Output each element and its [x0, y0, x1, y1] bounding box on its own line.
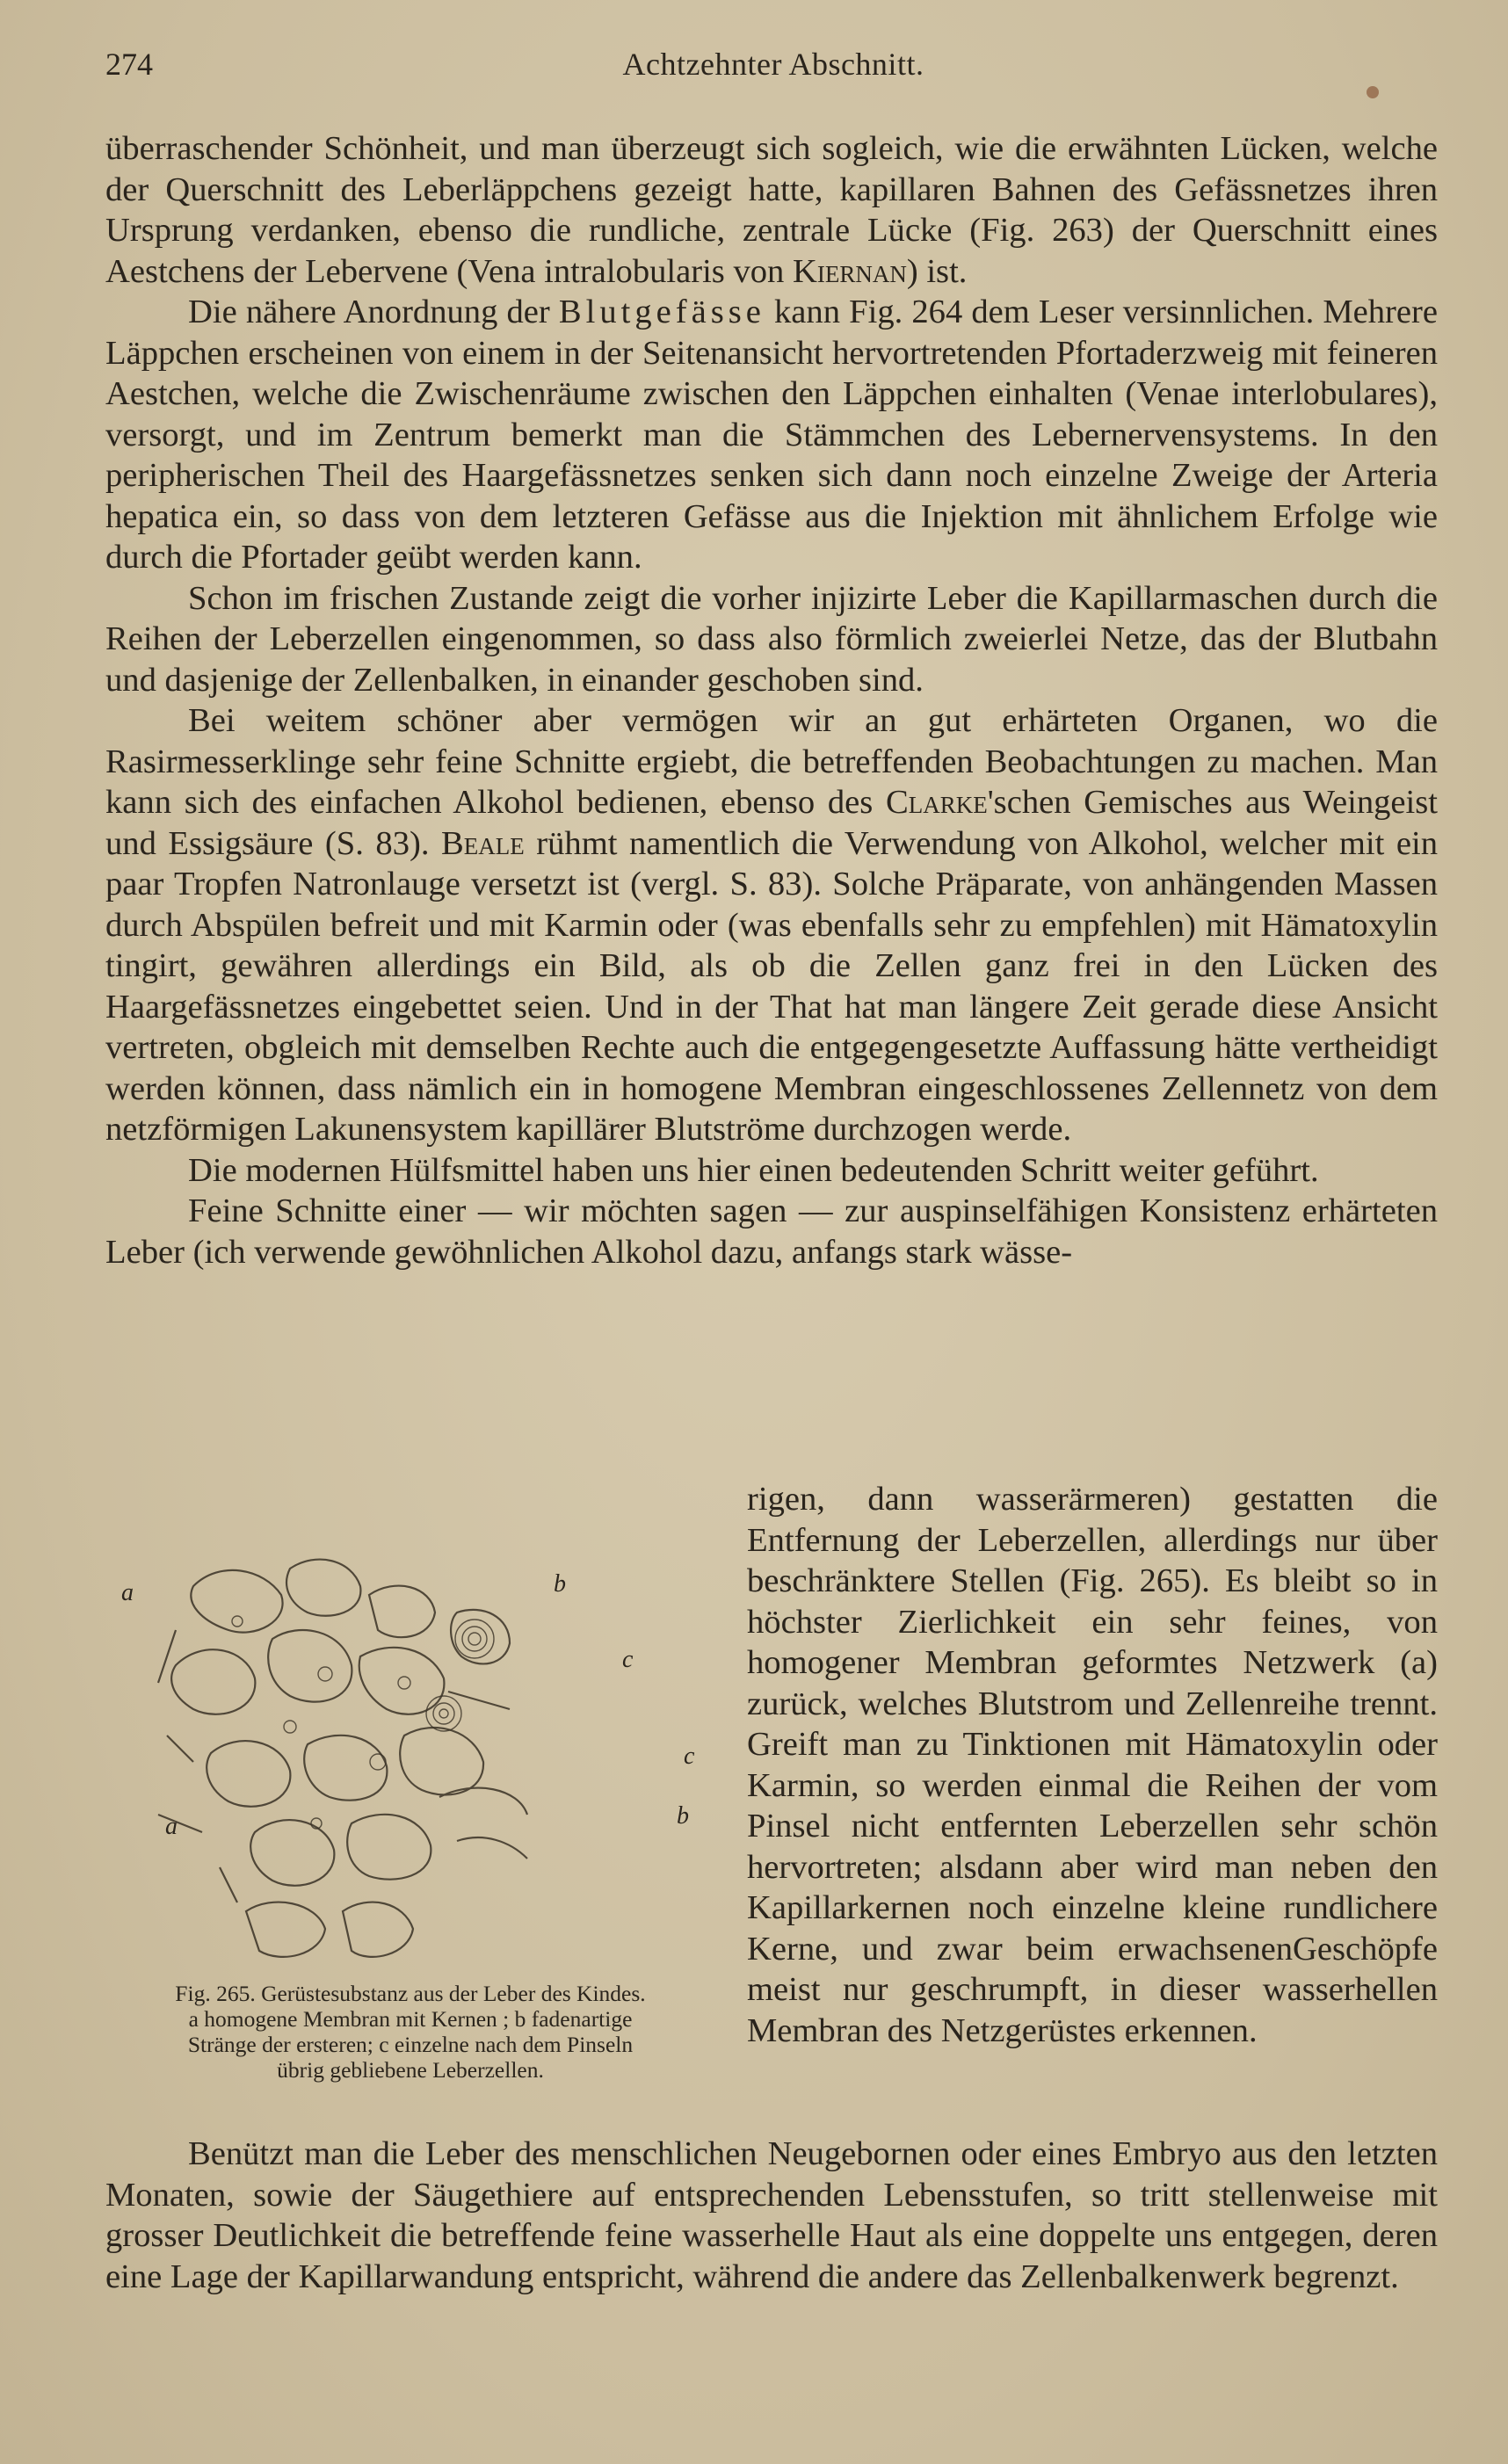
figure-label-c-right: c [684, 1743, 695, 1770]
paragraph-5: Die modernen Hülfsmittel haben uns hier einen bedeutenden Schritt weiter geführt. [188, 1151, 1319, 1189]
paragraph-6-continued: rigen, dann wasserärmeren) gestatten die Entfernung der Leberzellen, allerdings nur über beschränktere Stellen (Fig. 265). Es bleibt so in höchster Zierlichkeit ein sehr feines, von homogener Membran geformtes Netzwerk (a) zurück, welches Blutstrom und Zellenreihe trennt. Greift man zu Tinktionen mit Hämatoxylin oder Karmin, so werden einmal die Reihen der vom Pinsel nicht entfernten Leberzellen sehr schön hervortreten; alsdann aber wird man neben den Kapillarkernen noch einzelne kleine rundlichere Kerne, und zwar beim erwachsenenGeschöpfe meist nur geschrumpft, in dieser wasserhellen Membran des Netzgerüstes erkennen. [747, 1481, 1438, 2049]
author-kiernan: Kiernan [792, 252, 907, 290]
figure-caption: Fig. 265. Gerüstesubstanz aus der Leber des Kindes. a homogene Membran mit Kernen ; b fadenartige Stränge der ersteren; c einzelne nach dem Pinseln übrig gebliebene Leberzellen. [175, 1981, 646, 2083]
text-block-upper [105, 128, 1438, 1272]
figure-label-a-top: a [121, 1579, 134, 1606]
paragraph-2: Die nähere Anordnung der Blutgefässe kann Fig. 264 dem Leser versinnlichen. Mehrere Läppchen erscheinen von einem in der Seitenansicht hervortretenden Pfortaderzweig mit feineren Aestchen, welche die Zwischenräume zwischen den Läppchen einhalten (Venae interlobulares), versorgt, und im Zentrum bemerkt man die Stämmchen des Lebernervensystems. In den peripherischen Theil des Haargefässnetzes senken sich dann noch einzelne Zweige der Arteria hepatica ein, so dass von dem letzteren Gefässe aus die Injektion mit ähnlichem Erfolge wie durch die Pfortader geübt werden kann. [105, 294, 1438, 576]
paragraph-6-start: Feine Schnitte einer — wir möchten sagen — zur auspinselfähigen Konsistenz erhärteten Leber (ich verwende gewöhnlichen Alkohol dazu, anfangs stark wässe- [105, 1192, 1438, 1271]
page-number: 274 [105, 47, 153, 82]
text-beside-figure [747, 1479, 1438, 2051]
paragraph-1: überraschender Schönheit, und man überzeugt sich sogleich, wie die erwähnten Lücken, welche der Querschnitt des Leberläppchens gezeigt hatte, kapillaren Bahnen des Gefässnetzes ihren Ursprung verdanken, ebenso die rundliche, zentrale Lücke (Fig. 263) der Querschnitt eines Aestchens der Lebervene (Vena intralobularis von Kiernan) ist. [105, 130, 1438, 290]
paragraph-4: Bei weitem schöner aber vermögen wir an gut erhärteten Organen, wo die Rasirmesserklinge sehr feine Schnitte ergiebt, die betreffenden Beobachtungen zu machen. Man kann sich des einfachen Alkohol bedienen, ebenso des Clarke'schen Gemisches aus Weingeist und Essigsäure (S. 83). Beale rühmt namentlich die Verwendung von Alkohol, welcher mit ein paar Tropfen Natronlauge versetzt ist (vergl. S. 83). Solche Präparate, von anhängenden Massen durch Abspülen befreit und mit Karmin oder (was ebenfalls sehr zu empfehlen) mit Hämatoxylin tingirt, gewähren allerdings ein Bild, als ob die Zellen ganz frei in den Lücken des Haargefässnetzes eingebettet seien. Und in der That hat man längere Zeit gerade diese Ansicht vertreten, obgleich mit demselben Rechte auch die entgegengesetzte Auffassung hätte vertheidigt werden können, dass nämlich ein in homogene Membran eingeschlossenes Zellennetz von dem netzförmigen Lakunensystem kapillärer Blutströme durchzogen werde. [105, 702, 1438, 1148]
figure-label-c-top: c [622, 1646, 634, 1673]
paragraph-3: Schon im frischen Zustande zeigt die vorher injizirte Leber die Kapillarmaschen durch die Reihen der Leberzellen eingenommen, so dass also förmlich zweierlei Netze, das der Blutbahn und dasjenige der Zellenbalken, in einander geschoben sind. [105, 579, 1438, 699]
figure-label-b-top: b [554, 1570, 566, 1598]
text-block-lower [105, 2134, 1438, 2297]
running-head: Achtzehnter Abschnitt. [622, 47, 924, 82]
page-header [105, 46, 1441, 88]
author-beale: Beale [441, 824, 525, 862]
figure-label-a-left: a [165, 1813, 178, 1840]
spaced-term: Blutgefässe [558, 294, 765, 330]
ink-spot [1367, 86, 1379, 98]
figure-illustration [141, 1533, 685, 1973]
figure-265 [105, 1533, 721, 1982]
figure-label-b-right: b [677, 1802, 689, 1830]
paragraph-7: Benützt man die Leber des menschlichen Neugebornen oder eines Embryo aus den letzten Monaten, sowie der Säugethiere auf entsprechenden Lebensstufen, so tritt stellenweise mit grosser Deutlichkeit die betreffende feine wasserhelle Haut als eine doppelte uns entgegen, deren eine Lage der Kapillarwandung entspricht, während die andere das Zellenbalkenwerk begrenzt. [105, 2135, 1438, 2295]
author-clarke: Clarke [886, 784, 988, 821]
